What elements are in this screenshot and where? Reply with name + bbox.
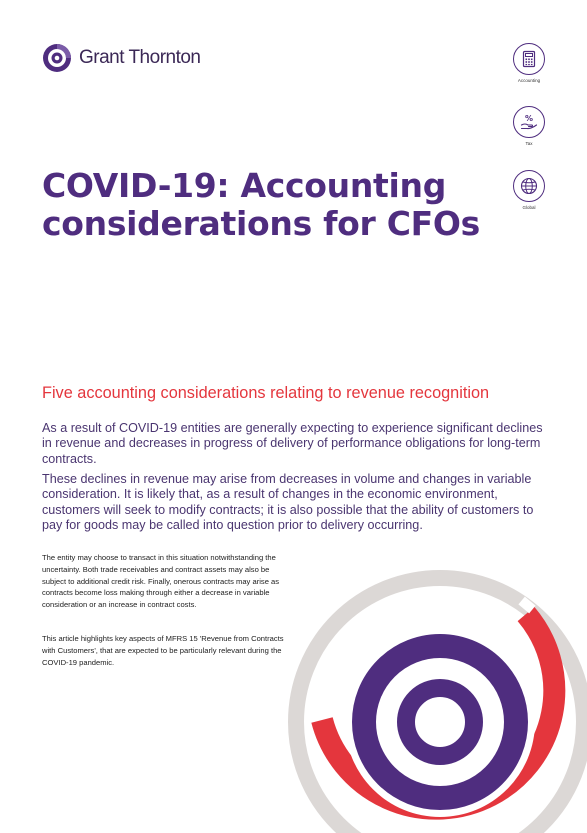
svg-text:%: % xyxy=(524,114,534,123)
tax-label: Tax xyxy=(525,141,533,146)
grant-thornton-logo xyxy=(42,42,201,74)
brand-name: Grant Thornton xyxy=(79,47,201,68)
global-badge xyxy=(511,170,547,210)
tax-badge xyxy=(511,106,547,146)
page-title xyxy=(42,167,502,243)
calculator-icon xyxy=(519,49,539,69)
decorative-rings-graphic xyxy=(282,548,587,833)
global-label: Global xyxy=(522,205,536,210)
accounting-label: Accounting xyxy=(517,78,541,83)
accounting-badge xyxy=(511,43,547,83)
body-paragraph: The entity may choose to transact in this situation notwithstanding the uncertainty. Both trade receivables and contract assets may also be subject to additional credit risk. Finally, onerous contracts may arise as contracts become loss making through either a decrease in variable consideration or an increase in contract costs. xyxy=(42,553,280,610)
globe-icon xyxy=(519,176,539,196)
percent-hand-icon xyxy=(519,112,539,132)
page-title-line-1: COVID-19: Accounting xyxy=(42,166,447,205)
lead-paragraph: These declines in revenue may arise from decreases in volume and changes in variable consideration. It is likely that, as a result of changes in the economic environment, customers will seek to modify contracts; it is also possible that the ability of customers to pay for goods may be called into question prior to delivery occurring. xyxy=(42,472,534,533)
lead-paragraph: As a result of COVID-19 entities are generally expecting to experience significant declines in revenue and decreases in progress of delivery of performance obligations for long-term contracts. xyxy=(42,421,543,466)
section-heading: Five accounting considerations relating to revenue recognition xyxy=(42,384,490,402)
body-paragraph: This article highlights key aspects of MFRS 15 'Revenue from Contracts with Customers', that are expected to be particularly relevant during the COVID-19 pandemic. xyxy=(42,634,284,667)
grant-thornton-logo-mark-icon xyxy=(42,43,72,73)
page-title-line-2: considerations for CFOs xyxy=(42,204,480,243)
